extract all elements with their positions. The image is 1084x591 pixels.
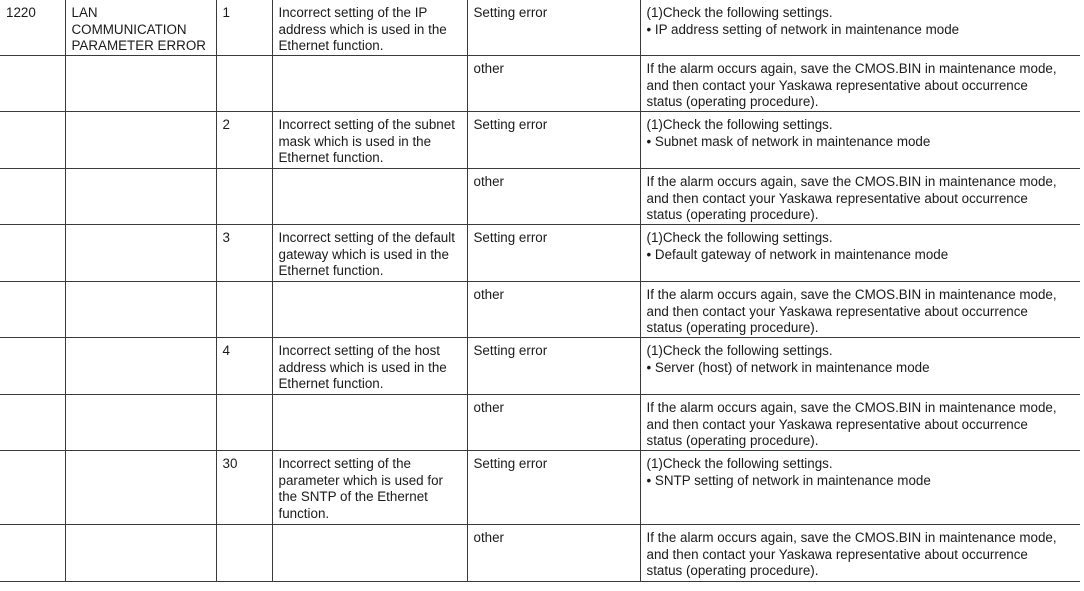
sub-code: [216, 56, 272, 112]
meaning-line: Incorrect setting of the host: [278, 343, 441, 358]
remedy-line: status (operating procedure).: [646, 433, 819, 449]
meaning-line: parameter which is used for: [278, 472, 443, 488]
remedy-line: • IP address setting of network in maintenance mode: [646, 21, 960, 37]
cause: Setting error: [467, 451, 640, 525]
meaning-line: Ethernet function.: [278, 263, 384, 279]
cause: Setting error: [467, 112, 640, 169]
remedy-line: (1)Check the following settings.: [646, 5, 833, 20]
remedy: [640, 395, 1080, 451]
remedy-line: (1)Check the following settings.: [646, 343, 833, 358]
table-row: [0, 112, 1080, 169]
sub-code: [216, 169, 272, 225]
meaning: [272, 225, 467, 282]
meaning: [272, 451, 467, 525]
remedy-line: If the alarm occurs again, save the CMOS.BIN in maintenance mode,: [646, 287, 1057, 302]
cause: other: [467, 169, 640, 225]
table-row: [0, 169, 1080, 225]
alarm-name-empty: [65, 395, 216, 451]
remedy-line: If the alarm occurs again, save the CMOS.BIN in maintenance mode,: [646, 61, 1057, 76]
cause: other: [467, 282, 640, 338]
meaning-line: address which is used in the: [278, 21, 447, 37]
remedy-line: (1)Check the following settings.: [646, 117, 833, 132]
alarm-number-empty: [0, 451, 65, 525]
table-row: [0, 0, 1080, 56]
alarm-name-empty: [65, 451, 216, 525]
meaning: [272, 56, 467, 112]
alarm-number-empty: [0, 112, 65, 169]
remedy-line: and then contact your Yaskawa representative about occurrence: [646, 303, 1028, 319]
remedy-line: and then contact your Yaskawa representative about occurrence: [646, 190, 1028, 206]
remedy-line: If the alarm occurs again, save the CMOS.BIN in maintenance mode,: [646, 400, 1057, 415]
alarm-number-empty: [0, 282, 65, 338]
remedy-line: If the alarm occurs again, save the CMOS.BIN in maintenance mode,: [646, 530, 1057, 545]
remedy-line: • Subnet mask of network in maintenance mode: [646, 133, 931, 149]
alarm-name-empty: [65, 112, 216, 169]
remedy: [640, 56, 1080, 112]
meaning: [272, 0, 467, 56]
alarm-number-empty: [0, 525, 65, 582]
remedy-line: • Default gateway of network in maintenance mode: [646, 246, 949, 262]
meaning-line: Ethernet function.: [278, 376, 384, 392]
remedy-line: status (operating procedure).: [646, 94, 819, 110]
alarm-name-line: PARAMETER ERROR: [71, 38, 206, 54]
alarm-number-empty: [0, 395, 65, 451]
sub-code: 3: [216, 225, 272, 282]
remedy: [640, 169, 1080, 225]
sub-code: 4: [216, 338, 272, 395]
alarm-name-empty: [65, 525, 216, 582]
sub-code: [216, 525, 272, 582]
alarm-name-line: LAN: [71, 5, 98, 20]
meaning: [272, 395, 467, 451]
remedy-line: and then contact your Yaskawa representative about occurrence: [646, 546, 1028, 562]
meaning-line: Incorrect setting of the IP: [278, 5, 428, 20]
remedy: [640, 225, 1080, 282]
cause: other: [467, 56, 640, 112]
table-row: [0, 451, 1080, 525]
meaning-line: Ethernet function.: [278, 150, 384, 166]
remedy: [640, 0, 1080, 56]
table-row: [0, 56, 1080, 112]
alarm-name-empty: [65, 282, 216, 338]
sub-code: 1: [216, 0, 272, 56]
remedy-line: status (operating procedure).: [646, 320, 819, 336]
meaning-line: Incorrect setting of the subnet: [278, 117, 455, 132]
table-row: [0, 225, 1080, 282]
alarm-name-line: COMMUNICATION: [71, 21, 187, 37]
alarm-number-empty: [0, 169, 65, 225]
sub-code: [216, 282, 272, 338]
meaning-line: Incorrect setting of the default: [278, 230, 455, 245]
table-row: [0, 282, 1080, 338]
remedy-line: status (operating procedure).: [646, 563, 819, 579]
table-row: [0, 525, 1080, 582]
alarm-number-empty: [0, 56, 65, 112]
meaning: [272, 282, 467, 338]
meaning-line: function.: [278, 505, 330, 521]
sub-code: 30: [216, 451, 272, 525]
alarm-number-empty: [0, 225, 65, 282]
table-row: [0, 395, 1080, 451]
cause: other: [467, 395, 640, 451]
remedy: [640, 525, 1080, 582]
cause: Setting error: [467, 0, 640, 56]
meaning: [272, 525, 467, 582]
remedy: [640, 282, 1080, 338]
meaning-line: Incorrect setting of the: [278, 456, 411, 471]
remedy: [640, 451, 1080, 525]
meaning: [272, 338, 467, 395]
meaning: [272, 169, 467, 225]
alarm-name-empty: [65, 338, 216, 395]
meaning-line: Ethernet function.: [278, 38, 384, 54]
alarm-number: 1220: [0, 0, 65, 56]
remedy-line: • Server (host) of network in maintenance mode: [646, 359, 930, 375]
sub-code: [216, 395, 272, 451]
cause: Setting error: [467, 225, 640, 282]
alarm-name-empty: [65, 169, 216, 225]
remedy: [640, 112, 1080, 169]
remedy-line: status (operating procedure).: [646, 207, 819, 223]
remedy-line: (1)Check the following settings.: [646, 456, 833, 471]
cause: Setting error: [467, 338, 640, 395]
meaning: [272, 112, 467, 169]
remedy-line: and then contact your Yaskawa representative about occurrence: [646, 416, 1028, 432]
alarm-name-empty: [65, 56, 216, 112]
remedy: [640, 338, 1080, 395]
alarm-name-empty: [65, 225, 216, 282]
meaning-line: mask which is used in the: [278, 133, 432, 149]
meaning-line: gateway which is used in the: [278, 246, 449, 262]
remedy-line: (1)Check the following settings.: [646, 230, 833, 245]
remedy-line: and then contact your Yaskawa representative about occurrence: [646, 77, 1028, 93]
cause: other: [467, 525, 640, 582]
remedy-line: If the alarm occurs again, save the CMOS.BIN in maintenance mode,: [646, 174, 1057, 189]
meaning-line: address which is used in the: [278, 359, 447, 375]
sub-code: 2: [216, 112, 272, 169]
table-row: [0, 338, 1080, 395]
alarm-name: [65, 0, 216, 56]
alarm-number-empty: [0, 338, 65, 395]
remedy-line: • SNTP setting of network in maintenance mode: [646, 472, 931, 488]
meaning-line: the SNTP of the Ethernet: [278, 489, 428, 505]
